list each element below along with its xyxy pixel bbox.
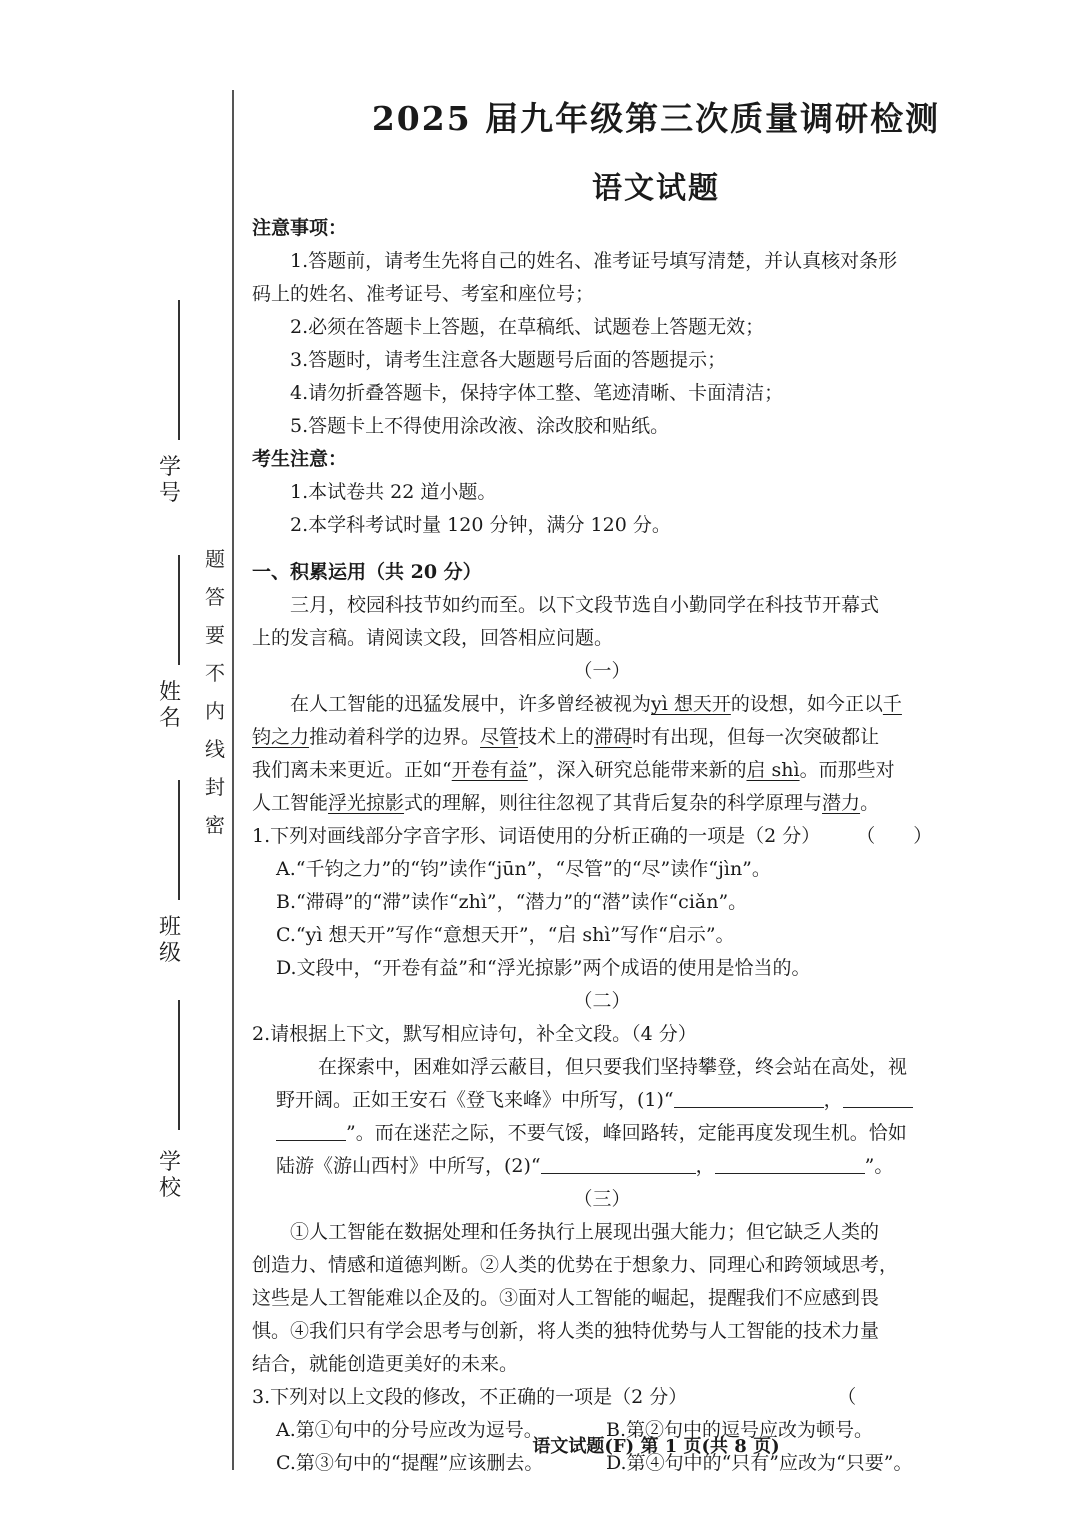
seal-warning	[200, 540, 230, 844]
passage3-line: 这些是人工智能难以企及的。③面对人工智能的崛起，提醒我们不应感到畏	[252, 1287, 880, 1309]
underlined-term: 钧之力	[252, 726, 310, 748]
q3-stem-line	[252, 1381, 952, 1414]
q1-answer-paren[interactable]: （ ）	[856, 825, 933, 847]
q1-option: C.“yì 想天开”写作“意想天开”，“启 shì”写作“启示”。	[276, 924, 735, 946]
section1-heading: 一、积累运用（共 20 分）	[252, 561, 482, 583]
underlined-term: 浮光掠影	[328, 792, 405, 814]
q2-line: 陆游《游山西村》中所写，(2)“ ， ”。	[276, 1155, 894, 1177]
q3-option: D.第④句中的“只有”应改为“只要”。	[606, 1452, 913, 1474]
notice-item: 2.必须在答题卡上答题，在草稿纸、试题卷上答题无效；	[290, 316, 765, 338]
passage3-line: 惧。④我们只有学会思考与创新，将人类的独特优势与人工智能的技术力量	[252, 1320, 880, 1342]
passage1-line: 我们离未来更近。正如“开卷有益”，深入研究总能带来新的启 shì。而那些对	[252, 759, 895, 781]
passage1-line: 在人工智能的迅猛发展中，许多曾经被视为yì 想天开的设想，如今正以千	[290, 693, 902, 715]
notice-item: 1.答题前，请考生先将自己的姓名、准考证号填写清楚，并认真核对条形	[290, 250, 898, 272]
exam-subtitle: 语文试题	[592, 171, 720, 206]
school-label: 学 校	[158, 1150, 181, 1201]
seal-char: 封	[205, 775, 225, 799]
passage1-line: 人工智能浮光掠影式的理解，则往往忽视了其背后复杂的科学原理与潜力。	[252, 792, 880, 814]
name-field	[150, 555, 190, 765]
section1-intro: 三月，校园科技节如约而至。以下文段节选自小勤同学在科技节开幕式	[290, 594, 880, 616]
q1-option: A.“千钧之力”的“钧”读作“jūn”，“尽管”的“尽”读作“jìn”。	[276, 858, 771, 880]
q3-option: C.第③句中的“提醒”应该删去。	[276, 1452, 544, 1474]
passage3-line: 结合，就能创造更美好的未来。	[252, 1353, 519, 1375]
seal-char: 内	[205, 699, 225, 723]
answer-blank[interactable]	[541, 1153, 696, 1174]
seal-char: 题	[205, 547, 225, 571]
exam-title: 2025 届九年级第三次质量调研检测	[371, 99, 941, 138]
answer-blank[interactable]	[715, 1153, 865, 1174]
underlined-term: 千	[882, 693, 902, 715]
school-line	[178, 1000, 180, 1130]
school-field	[150, 1000, 190, 1210]
notice-heading: 注意事项：	[252, 217, 348, 239]
underlined-term: yì 想天开	[651, 693, 731, 715]
q2-line: 野开阔。正如王安石《登飞来峰》中所写，(1)“ ，	[252, 1084, 952, 1117]
name-label: 姓 名	[158, 680, 181, 731]
student-notice-item: 1.本试卷共 22 道小题。	[290, 481, 497, 503]
student-no-field	[150, 300, 190, 540]
q2-line: ”。而在迷茫之际，不要气馁，峰回路转，定能再度发现生机。恰如	[252, 1117, 952, 1150]
passage3-line: 创造力、情感和道德判断。②人类的优势在于想象力、同理心和跨领域思考，	[252, 1254, 899, 1276]
seal-char: 不	[205, 661, 225, 685]
q3-stem: 3.下列对以上文段的修改，不正确的一项是（2 分）	[252, 1386, 688, 1408]
notice-item: 3.答题时，请考生注意各大题题号后面的答题提示；	[290, 349, 727, 371]
underlined-term: 潜力	[822, 792, 861, 814]
notice-item: 4.请勿折叠答题卡，保持字体工整、笔迹清晰、卡面清洁；	[290, 382, 784, 404]
q2-stem: 2.请根据上下文，默写相应诗句，补全文段。（4 分）	[252, 1023, 697, 1045]
passage1-line: 钧之力推动着科学的边界。尽管技术上的滞碍时有出现，但每一次突破都让	[252, 726, 880, 748]
q3-answer-paren[interactable]: （	[837, 1386, 857, 1408]
student-no-line	[178, 300, 180, 440]
seal-char: 答	[205, 585, 225, 609]
answer-blank[interactable]	[843, 1087, 913, 1108]
part3-label: （三）	[573, 1188, 631, 1210]
passage3-line: ①人工智能在数据处理和任务执行上展现出强大能力；但它缺乏人类的	[290, 1221, 880, 1243]
part2-label: （二）	[573, 990, 631, 1012]
underlined-term: 开卷有益	[451, 759, 528, 781]
part1-label: （一）	[573, 660, 631, 682]
student-notice-heading: 考生注意：	[252, 448, 348, 470]
exam-content	[252, 212, 952, 1480]
seal-char: 密	[205, 813, 225, 837]
notice-item: 码上的姓名、准考证号、考室和座位号；	[252, 283, 595, 305]
class-field	[150, 780, 190, 990]
student-no-label: 学 号	[158, 455, 181, 506]
q3-option: A.第①句中的分号应改为逗号。	[276, 1419, 543, 1441]
name-line	[178, 555, 180, 665]
underlined-term: 滞碍	[594, 726, 633, 748]
q3-option: B.第②句中的逗号应改为顿号。	[606, 1419, 874, 1441]
underlined-term: 启 shì	[746, 759, 800, 781]
q1-option: D.文段中，“开卷有益”和“浮光掠影”两个成语的使用是恰当的。	[276, 957, 811, 979]
page-footer: 语文试题(F) 第 1 页(共 8 页)	[532, 1436, 780, 1457]
notice-item: 5.答题卡上不得使用涂改液、涂改胶和贴纸。	[290, 415, 670, 437]
binding-line	[232, 90, 234, 1470]
section1-intro: 上的发言稿。请阅读文段，回答相应问题。	[252, 627, 614, 649]
class-line	[178, 780, 180, 900]
seal-char: 要	[205, 623, 225, 647]
class-label: 班 级	[158, 915, 181, 966]
answer-blank[interactable]	[276, 1120, 346, 1141]
q1-option: B.“滞碍”的“滞”读作“zhì”，“潜力”的“潜”读作“ciǎn”。	[276, 891, 748, 913]
underlined-term: 尽管	[480, 726, 519, 748]
q1-stem-line	[252, 820, 952, 853]
seal-char: 线	[205, 737, 225, 761]
answer-blank[interactable]	[674, 1087, 824, 1108]
q2-line: 在探索中，困难如浮云蔽目，但只要我们坚持攀登，终会站在高处，视	[318, 1056, 908, 1078]
q1-stem: 1.下列对画线部分字音字形、词语使用的分析正确的一项是（2 分）	[252, 825, 821, 847]
student-notice-item: 2.本学科考试时量 120 分钟，满分 120 分。	[290, 514, 671, 536]
